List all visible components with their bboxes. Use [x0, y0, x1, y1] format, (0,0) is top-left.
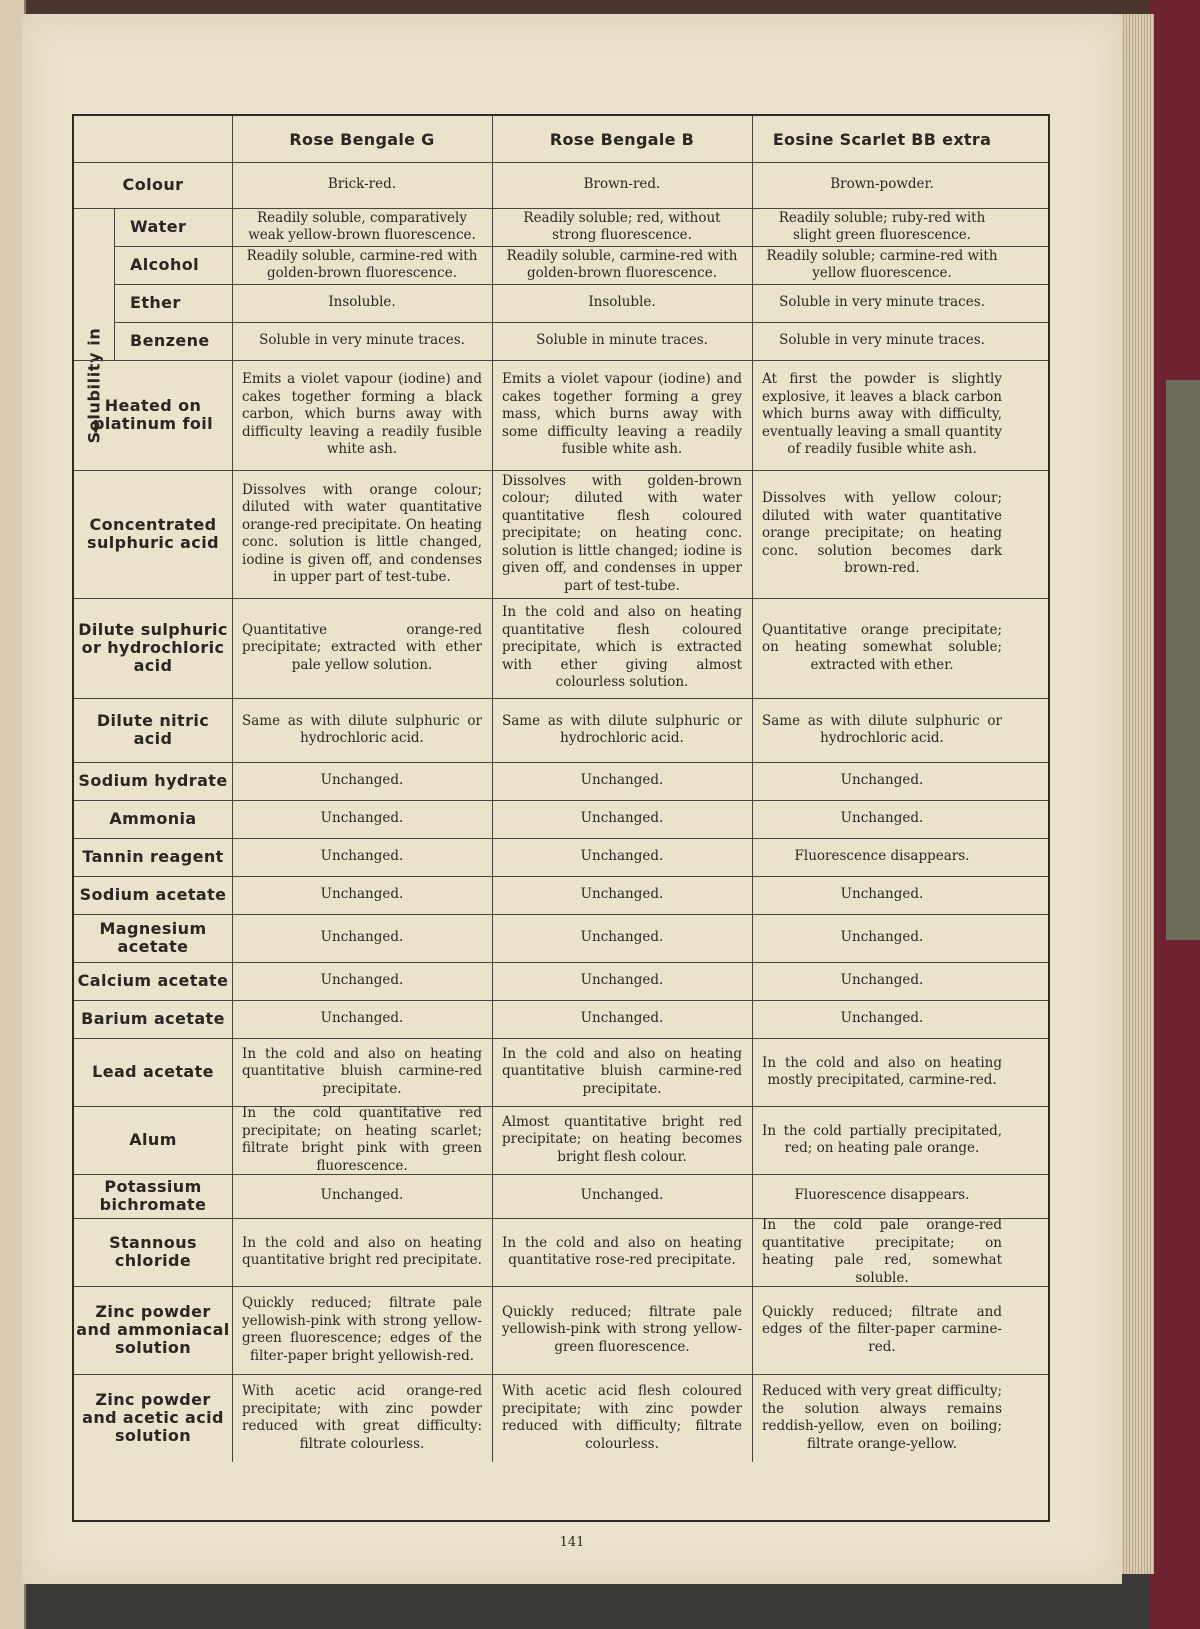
table-cell	[232, 284, 492, 322]
table-cell	[492, 162, 752, 208]
row-label	[74, 1286, 232, 1374]
table-cell-text: Unchanged.	[580, 1187, 664, 1204]
row-label	[74, 962, 232, 1000]
column-header-text: Rose Bengale B	[549, 129, 695, 149]
table-cell	[752, 246, 1012, 284]
table-cell-text: Unchanged.	[320, 848, 404, 865]
table-cell-text: Unchanged.	[320, 972, 404, 989]
table-cell-text: In the cold pale orange-red quantitative precipitate; on heating pale red, somewhat soluble.	[762, 1217, 1002, 1286]
table-cell	[492, 1000, 752, 1038]
column-header	[232, 116, 492, 162]
table-cell-text: Unchanged.	[840, 929, 924, 946]
cover-marbling	[1166, 380, 1200, 940]
row-label	[74, 1106, 232, 1174]
table-cell	[492, 876, 752, 914]
row-label	[74, 1038, 232, 1106]
table-cell	[232, 322, 492, 360]
column-header-text: Eosine Scarlet BB extra	[772, 129, 992, 149]
table-cell-text: Reduced with very great difficulty; the solution always remains reddish-yellow, even on boiling; filtrate orange-yellow.	[762, 1383, 1002, 1452]
table-cell-text: Soluble in minute traces.	[536, 332, 708, 349]
row-label-text: Dilute sulphuric or hydrochloric acid	[78, 620, 228, 675]
table-cell	[752, 800, 1012, 838]
table-cell-text: Dissolves with yellow colour; diluted with water quantitative orange precipitate; on heating conc. solution becomes dark brown-red.	[762, 490, 1002, 577]
row-label-text: Barium acetate	[81, 1009, 225, 1028]
table-cell-text: Emits a violet vapour (iodine) and cakes together forming a grey mass, which burns away with some difficulty leaving a readily fusible white ash.	[502, 371, 742, 458]
row-label-text: Alum	[129, 1130, 177, 1149]
table-cell-text: Unchanged.	[840, 772, 924, 789]
table-cell-text: Insoluble.	[328, 294, 396, 311]
table-cell-text: Fluorescence disappears.	[794, 848, 970, 865]
table-cell	[232, 800, 492, 838]
table-cell-text: Unchanged.	[840, 972, 924, 989]
table-cell-text: Quickly reduced; filtrate and edges of the filter-paper carmine-red.	[762, 1303, 1002, 1355]
row-label-text: Ammonia	[109, 809, 197, 828]
table-cell	[492, 838, 752, 876]
table-cell-text: Unchanged.	[320, 1010, 404, 1027]
table-cell-text: Almost quantitative bright red precipitate; on heating becomes bright flesh colour.	[502, 1113, 742, 1165]
row-label-text: Sodium acetate	[79, 885, 227, 904]
table-cell-text: Brick-red.	[327, 176, 397, 193]
table-cell	[492, 1218, 752, 1286]
page	[22, 14, 1122, 1584]
table-cell-text: Same as with dilute sulphuric or hydrochloric acid.	[242, 712, 482, 746]
table-cell	[752, 698, 1012, 762]
table-cell	[752, 1000, 1012, 1038]
table-cell	[752, 1038, 1012, 1106]
table-cell-text: Quickly reduced; filtrate pale yellowish-pink with strong yellow-green fluorescence.	[502, 1303, 742, 1355]
row-label	[74, 360, 232, 470]
row-label	[74, 914, 232, 962]
row-label-text: Sodium hydrate	[78, 771, 228, 790]
table-cell	[752, 1106, 1012, 1174]
table-cell	[232, 1000, 492, 1038]
table-cell	[492, 1374, 752, 1462]
row-label	[74, 470, 232, 598]
row-label-text: Stannous chloride	[109, 1233, 197, 1270]
table-cell-text: Brown-powder.	[830, 176, 934, 193]
row-label-text: Lead acetate	[92, 1062, 214, 1081]
table-cell	[232, 1038, 492, 1106]
solubility-rule	[114, 208, 115, 360]
table-cell	[492, 962, 752, 1000]
row-label	[114, 246, 232, 284]
table-cell	[752, 762, 1012, 800]
table-cell-text: Unchanged.	[580, 972, 664, 989]
column-rule	[232, 116, 233, 1462]
table-cell-text: Emits a violet vapour (iodine) and cakes together forming a black carbon, which burns away with difficulty leaving a readily fusible white ash.	[242, 371, 482, 458]
row-label-text: Alcohol	[130, 255, 200, 274]
table-cell-text: Readily soluble, comparatively weak yellow-brown fluorescence.	[248, 209, 476, 243]
table-cell-text: Unchanged.	[580, 929, 664, 946]
column-rule	[492, 116, 493, 1462]
row-label	[74, 762, 232, 800]
table-cell-text: Unchanged.	[320, 1187, 404, 1204]
table-cell-text: Readily soluble; red, without strong fluorescence.	[523, 209, 721, 243]
table-cell	[492, 246, 752, 284]
table-cell-text: Brown-red.	[583, 176, 661, 193]
row-label	[74, 838, 232, 876]
row-label-text: Zinc powder and acetic acid solution	[82, 1390, 224, 1445]
table-cell	[232, 360, 492, 470]
row-label	[114, 208, 232, 246]
table-cell	[752, 1286, 1012, 1374]
row-label-text: Concentrated sulphuric acid	[87, 515, 219, 552]
table-cell-text: Unchanged.	[580, 1010, 664, 1027]
table-cell-text: Fluorescence disappears.	[794, 1187, 970, 1204]
row-label	[114, 322, 232, 360]
row-label	[74, 800, 232, 838]
table-cell	[752, 1174, 1012, 1218]
table-cell-text: In the cold partially precipitated, red; on heating pale orange.	[762, 1122, 1002, 1156]
row-label	[74, 162, 232, 208]
row-label	[74, 1174, 232, 1218]
table-cell-text: With acetic acid orange-red precipitate; with zinc powder reduced with great difficulty: filtrate colourless.	[242, 1383, 482, 1452]
page-edges	[1118, 14, 1154, 1574]
table-cell	[232, 246, 492, 284]
table-cell-text: Unchanged.	[580, 772, 664, 789]
table-cell	[752, 162, 1012, 208]
table-cell-text: Quickly reduced; filtrate pale yellowish-pink with strong yellow-green fluorescence; edges of the filter-paper bright yellowish-red.	[242, 1295, 482, 1364]
column-rule	[752, 116, 753, 1462]
table-cell-text: Unchanged.	[840, 886, 924, 903]
table-cell	[752, 914, 1012, 962]
table-cell	[492, 1106, 752, 1174]
table-cell	[492, 360, 752, 470]
table-cell	[492, 598, 752, 698]
table-cell-text: Dissolves with orange colour; diluted with water quantitative orange-red precipitate. On heating conc. solution is little changed, iodine is given off, and condenses in upper part of test-tube.	[242, 481, 482, 585]
table-cell-text: Unchanged.	[580, 848, 664, 865]
table-cell	[232, 208, 492, 246]
column-header	[752, 116, 1012, 162]
row-label	[74, 598, 232, 698]
row-label-text: Water	[130, 217, 187, 236]
table-cell-text: In the cold and also on heating quantitative bluish carmine-red precipitate.	[242, 1045, 482, 1097]
table-cell	[752, 598, 1012, 698]
table-cell	[492, 762, 752, 800]
table-cell-text: Readily soluble; ruby-red with slight green fluorescence.	[778, 209, 986, 243]
table-cell-text: Readily soluble, carmine-red with golden-brown fluorescence.	[506, 247, 738, 281]
column-header-text: Rose Bengale G	[289, 129, 435, 149]
table-cell	[492, 1038, 752, 1106]
table-cell	[752, 876, 1012, 914]
table-cell-text: Same as with dilute sulphuric or hydrochloric acid.	[762, 712, 1002, 746]
table-cell-text: Unchanged.	[320, 772, 404, 789]
table-cell	[232, 1106, 492, 1174]
table-cell	[232, 1286, 492, 1374]
table-cell	[232, 1374, 492, 1462]
table-cell	[752, 1374, 1012, 1462]
table-cell	[492, 1286, 752, 1374]
table-cell	[492, 800, 752, 838]
table-cell-text: In the cold and also on heating quantitative bright red precipitate.	[242, 1234, 482, 1268]
table-cell	[492, 470, 752, 598]
row-label-text: Potassium bichromate	[99, 1177, 207, 1214]
row-label	[114, 284, 232, 322]
table-cell	[232, 1218, 492, 1286]
table-cell	[232, 698, 492, 762]
table-cell	[232, 598, 492, 698]
table-cell-text: In the cold and also on heating quantitative bluish carmine-red precipitate.	[502, 1045, 742, 1097]
table-cell-text: In the cold quantitative red precipitate; on heating scarlet; filtrate bright pink with green fluorescence.	[242, 1105, 482, 1174]
row-label	[74, 1374, 232, 1462]
table-cell-text: Soluble in very minute traces.	[259, 332, 465, 349]
table-cell-text: Dissolves with golden-brown colour; diluted with water quantitative flesh coloured precipitate; on heating conc. solution is little changed; iodine is given off, and condenses in upper part of test-tube.	[502, 472, 742, 594]
table-cell	[492, 322, 752, 360]
dye-reactions-table	[72, 114, 1050, 1522]
row-label-text: Benzene	[130, 331, 210, 350]
row-label	[74, 876, 232, 914]
row-label-text: Heated on platinum foil	[92, 396, 213, 433]
column-header	[492, 116, 752, 162]
row-label	[74, 1218, 232, 1286]
table-cell-text: At first the powder is slightly explosive, it leaves a black carbon which burns away with difficulty, eventually leaving a small quantity of readily fusible white ash.	[762, 371, 1002, 458]
table-cell-text: Unchanged.	[320, 886, 404, 903]
table-cell	[232, 762, 492, 800]
table-cell	[752, 322, 1012, 360]
table-cell-text: Unchanged.	[840, 810, 924, 827]
table-cell-text: Readily soluble; carmine-red with yellow fluorescence.	[766, 247, 998, 281]
row-label-text: Dilute nitric acid	[96, 711, 210, 748]
table-cell-text: Unchanged.	[320, 810, 404, 827]
table-cell-text: Unchanged.	[580, 810, 664, 827]
table-cell	[232, 876, 492, 914]
table-cell	[752, 962, 1012, 1000]
table-cell-text: Insoluble.	[588, 294, 656, 311]
table-cell	[752, 470, 1012, 598]
row-label	[74, 698, 232, 762]
table-cell	[492, 284, 752, 322]
row-label-text: Tannin reagent	[82, 847, 224, 866]
row-label	[74, 1000, 232, 1038]
table-cell	[232, 962, 492, 1000]
row-label-text: Calcium acetate	[77, 971, 229, 990]
table-cell-text: In the cold and also on heating quantitative flesh coloured precipitate, which is extracted with ether giving almost colourless solution.	[502, 604, 742, 691]
table-cell	[752, 360, 1012, 470]
table-cell	[752, 208, 1012, 246]
table-cell-text: Soluble in very minute traces.	[779, 332, 985, 349]
row-label-text: Magnesium acetate	[99, 919, 207, 956]
table-cell	[752, 838, 1012, 876]
table-cell-text: Readily soluble, carmine-red with golden-brown fluorescence.	[246, 247, 478, 281]
table-cell-text: Unchanged.	[840, 1010, 924, 1027]
table-cell-text: In the cold and also on heating quantitative rose-red precipitate.	[502, 1234, 742, 1268]
table-cell	[232, 470, 492, 598]
table-cell	[492, 1174, 752, 1218]
table-cell	[752, 284, 1012, 322]
row-label-text: Zinc powder and ammoniacal solution	[76, 1302, 230, 1357]
table-cell	[232, 162, 492, 208]
table-cell-text: Same as with dilute sulphuric or hydrochloric acid.	[502, 712, 742, 746]
table-cell-text: Soluble in very minute traces.	[779, 294, 985, 311]
table-cell-text: With acetic acid flesh coloured precipitate; with zinc powder reduced with difficulty; filtrate colourless.	[502, 1383, 742, 1452]
table-cell-text: Unchanged.	[580, 886, 664, 903]
row-label-text: Ether	[130, 293, 181, 312]
table-cell	[492, 914, 752, 962]
row-label-text: Colour	[122, 175, 184, 194]
table-cell	[492, 698, 752, 762]
page-number: 141	[559, 1535, 585, 1550]
table-cell	[232, 914, 492, 962]
table-cell-text: In the cold and also on heating mostly precipitated, carmine-red.	[762, 1054, 1002, 1088]
table-cell-text: Quantitative orange precipitate; on heating somewhat soluble; extracted with ether.	[762, 621, 1002, 673]
table-cell	[232, 1174, 492, 1218]
table-cell	[492, 208, 752, 246]
table-cell-text: Unchanged.	[320, 929, 404, 946]
table-cell	[752, 1218, 1012, 1286]
solubility-group-label: Solubility in	[84, 327, 104, 443]
table-cell	[232, 838, 492, 876]
table-cell-text: Quantitative orange-red precipitate; extracted with ether pale yellow solution.	[242, 621, 482, 673]
